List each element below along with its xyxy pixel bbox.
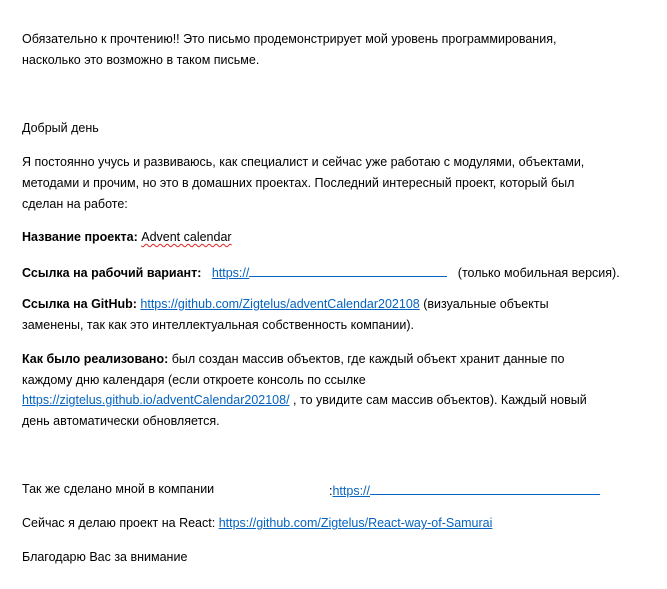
implementation-url[interactable]: https://zigtelus.github.io/adventCalendar202108/: [22, 393, 290, 407]
work-link-url[interactable]: https://: [211, 266, 250, 280]
about-line-3: [22, 196, 128, 212]
about-line-1: [22, 154, 584, 170]
work-link-note: (только мобильная версия).: [457, 266, 620, 280]
company-work-link-group: [329, 481, 600, 499]
about-line-2: [22, 175, 574, 191]
implementation-line-2: [22, 372, 366, 388]
project-name-line: [22, 229, 232, 245]
work-link-blank: [249, 263, 447, 277]
work-link-line: [22, 263, 620, 281]
implementation-text-1: был создан массив объектов, где каждый объект хранит данные по: [171, 352, 565, 366]
work-link-label: Ссылка на рабочий вариант:: [22, 266, 202, 280]
intro-line-2: [22, 52, 259, 68]
closing-line: [22, 549, 187, 565]
implementation-label: Как было реализовано:: [22, 352, 169, 366]
about-text-1: Я постоянно учусь и развиваюсь, как специалист и сейчас уже работаю с модулями, объектами,: [22, 155, 585, 169]
react-project-url[interactable]: https://github.com/Zigtelus/React-way-of-Samurai: [218, 516, 493, 530]
react-project-line: [22, 515, 492, 531]
implementation-text-2: каждому дню календаря (если откроете консоль по ссылке: [22, 373, 366, 387]
about-text-3: сделан на работе:: [22, 197, 128, 211]
intro-line-1: [22, 31, 556, 47]
company-work-blank: [370, 481, 600, 495]
github-link-label: Ссылка на GitHub:: [22, 297, 137, 311]
company-work-url[interactable]: https://: [332, 484, 371, 498]
closing-text: Благодарю Вас за внимание: [22, 550, 188, 564]
react-project-label: Сейчас я делаю проект на React:: [22, 516, 216, 530]
company-work-line: [22, 481, 214, 497]
greeting: [22, 120, 99, 136]
implementation-text-4: день автоматически обновляется.: [22, 414, 220, 428]
github-link-note-2: заменены, так как это интеллектуальная собственность компании).: [22, 318, 415, 332]
greeting-text: Добрый день: [22, 121, 99, 135]
implementation-text-3: , то увидите сам массив объектов). Каждый новый: [293, 393, 587, 407]
implementation-line-3: [22, 392, 587, 408]
company-work-colon: :: [329, 484, 333, 498]
project-name-label: Название проекта:: [22, 230, 138, 244]
about-text-2: методами и прочим, но это в домашних проектах. Последний интересный проект, который был: [22, 176, 575, 190]
company-work-label: Так же сделано мной в компании: [22, 482, 215, 496]
implementation-line-1: [22, 351, 564, 367]
github-link-note-1: (визуальные объекты: [423, 297, 549, 311]
project-name-value: Advent calendar: [141, 230, 232, 244]
github-link-line-2: [22, 317, 414, 333]
intro-text-2: насколько это возможно в таком письме.: [22, 53, 260, 67]
intro-text-1: Обязательно к прочтению!! Это письмо продемонстрирует мой уровень программирования,: [22, 32, 557, 46]
github-link-url[interactable]: https://github.com/Zigtelus/adventCalendar202108: [140, 297, 420, 311]
github-link-line-1: [22, 296, 549, 312]
implementation-line-4: [22, 413, 220, 429]
